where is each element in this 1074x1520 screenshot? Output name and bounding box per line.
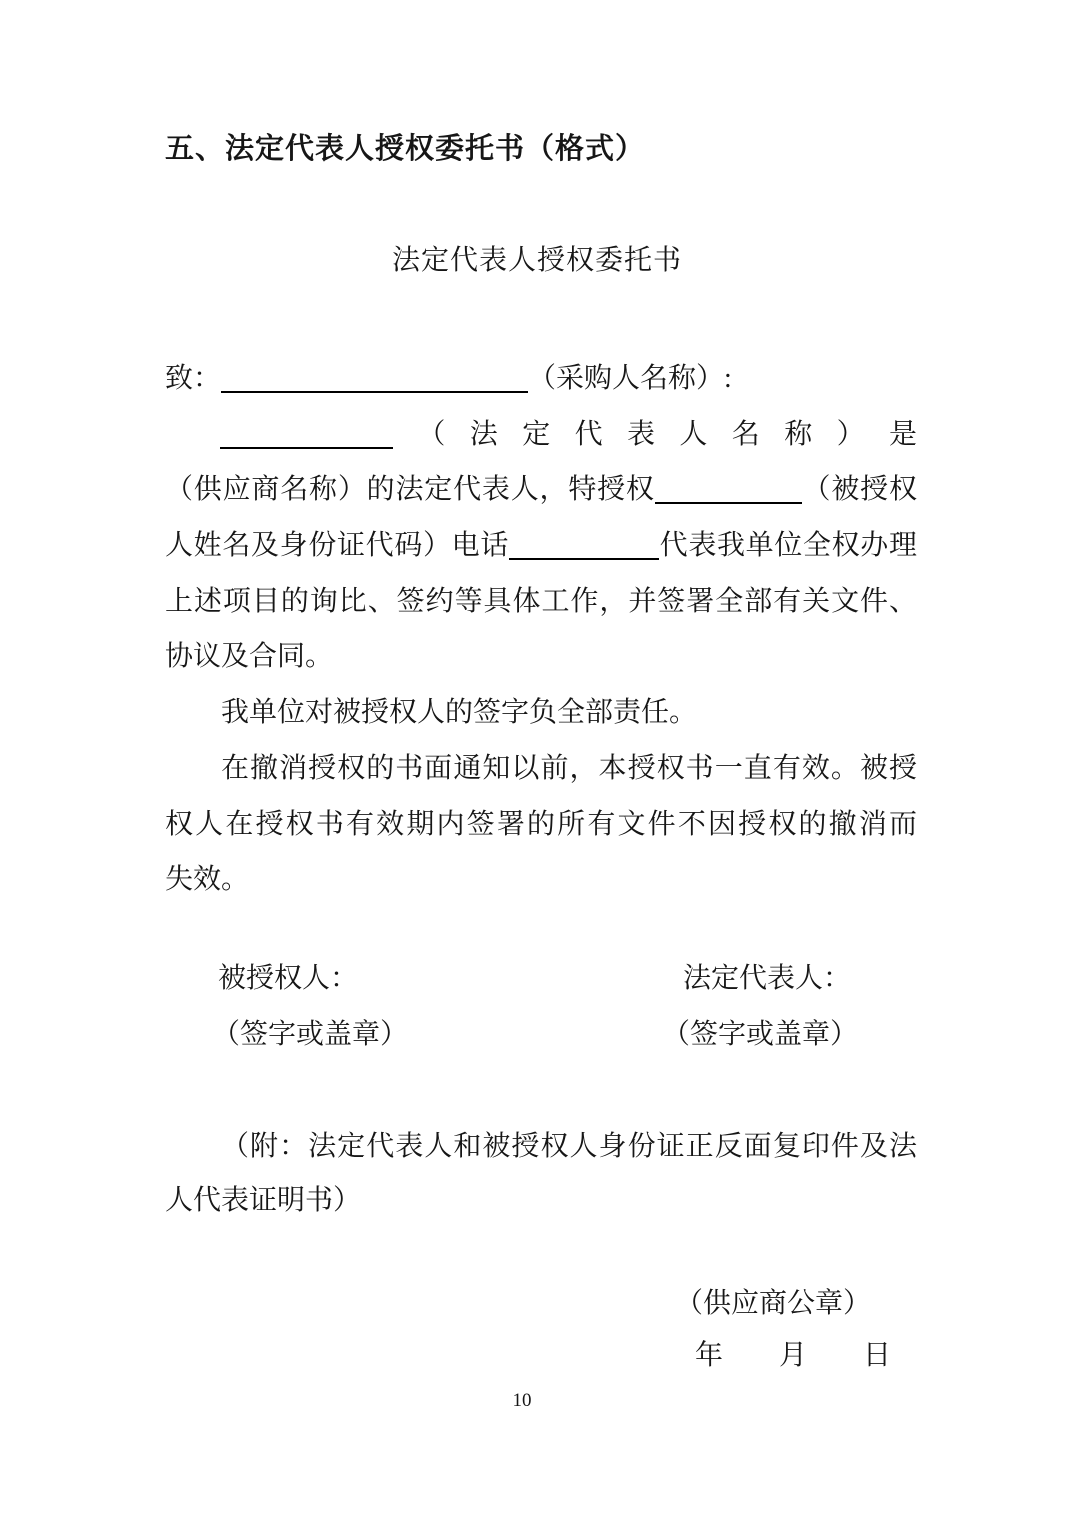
id-post-text: 代表我单位全权办理 — [658, 530, 917, 562]
supplier-pre-text: （供应商名称）的法定代表人，特授权 — [165, 474, 655, 506]
line-scope-2: 协议及合同。 — [165, 641, 334, 673]
signature-section — [165, 951, 917, 1063]
line-supplier-authorize — [165, 462, 917, 518]
line-validity-3: 失效。 — [165, 864, 250, 896]
section-heading: 五、法定代表人授权委托书（格式） — [165, 133, 646, 165]
authorized-person-blank — [655, 474, 802, 504]
signature-labels-row — [165, 951, 917, 1007]
line-legal-rep-name — [165, 407, 917, 463]
id-pre-text: 人姓名及身份证代码）电话 — [165, 530, 509, 562]
page-number: 10 — [512, 1390, 532, 1411]
attachment-note — [165, 1120, 917, 1228]
purchaser-name-blank — [221, 363, 528, 393]
addressee-suffix: （采购人名称）: — [528, 363, 732, 394]
authorized-sign-note: （签字或盖章） — [212, 1019, 409, 1050]
line-responsibility: 我单位对被授权人的签字负全部责任。 — [221, 697, 698, 729]
attachment-line-1: （附：法定代表人和被授权人身份证正反面复印件及法 — [221, 1131, 917, 1162]
line-validity-1: 在撤消授权的书面通知以前，本授权书一直有效。被授 — [221, 752, 917, 784]
body-text — [165, 351, 917, 908]
addressee-prefix: 致： — [165, 363, 222, 394]
line-validity-2: 权人在授权书有效期内签署的所有文件不因授权的撤消而 — [165, 808, 917, 840]
supplier-post-text: （被授权 — [801, 474, 917, 506]
date-line: 年 月 日 — [695, 1340, 892, 1371]
attachment-line-2: 人代表证明书） — [165, 1185, 362, 1216]
legal-representative-label: 法定代表人： — [683, 963, 852, 994]
legal-rep-name-label: （法定代表人名称）是 — [393, 418, 917, 450]
line-scope-1: 上述项目的询比、签约等具体工作，并签署全部有关文件、 — [165, 585, 917, 617]
legal-rep-name-blank — [220, 419, 393, 449]
line-id-phone — [165, 518, 917, 574]
line-addressee — [165, 351, 917, 407]
legal-rep-sign-note: （签字或盖章） — [662, 1019, 859, 1050]
supplier-seal-label: （供应商公章） — [675, 1288, 872, 1319]
document-title: 法定代表人授权委托书 — [391, 245, 682, 276]
phone-blank — [509, 530, 659, 560]
authorized-person-label: 被授权人： — [218, 963, 359, 994]
signature-notes-row — [165, 1007, 917, 1063]
